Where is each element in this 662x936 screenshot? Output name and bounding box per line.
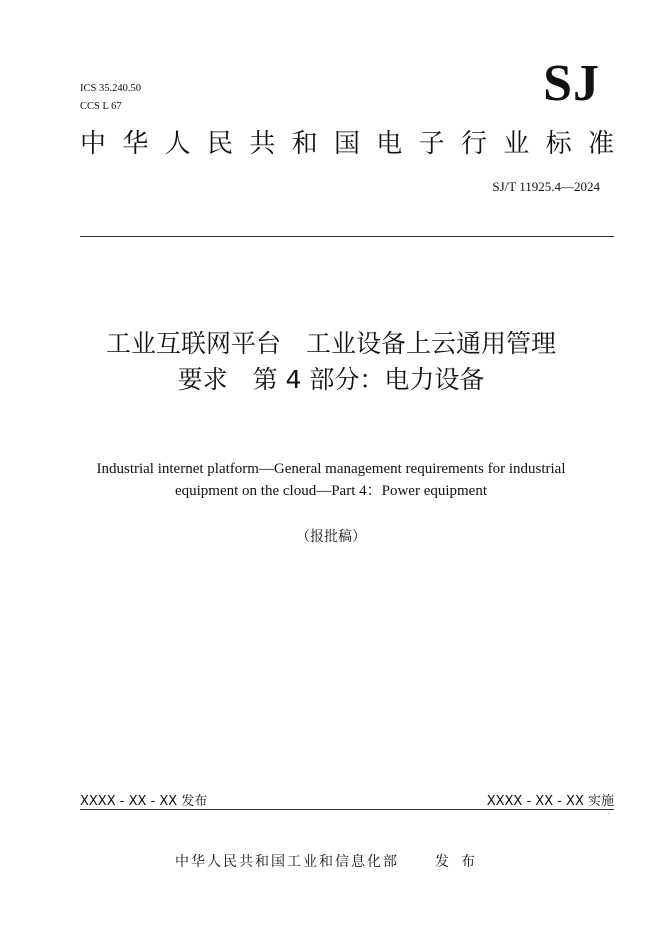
standard-type-char: 人 <box>164 129 191 159</box>
header-divider <box>80 236 614 237</box>
standard-type-char: 华 <box>122 129 149 159</box>
standard-type-char: 共 <box>249 129 276 159</box>
standard-number: SJ/T 11925.4—2024 <box>492 179 600 194</box>
ccs-code: CCS L 67 <box>80 101 122 112</box>
standard-type-title <box>80 126 614 162</box>
ics-code: ICS 35.240.50 <box>80 83 141 94</box>
sj-logo: SJ <box>543 55 600 112</box>
issue-label: 发布 <box>435 854 487 870</box>
release-date: XXXX - XX - XX 发布 <box>80 794 208 809</box>
standard-type-char: 民 <box>206 129 233 159</box>
effective-date: XXXX - XX - XX 实施 <box>486 794 614 809</box>
footer-divider <box>80 809 614 810</box>
chinese-title <box>40 326 622 398</box>
chinese-title-line-2: 要求 第 4 部分：电力设备 <box>177 365 485 394</box>
standard-type-char: 行 <box>460 129 487 159</box>
publisher-line <box>40 851 622 873</box>
standard-type-char: 业 <box>503 129 530 159</box>
standard-type-char: 准 <box>587 129 614 159</box>
chinese-title-line-1: 工业互联网平台 工业设备上云通用管理 <box>105 329 556 358</box>
standard-type-char: 国 <box>333 129 360 159</box>
publisher-name: 中华人民共和国工业和信息化部 <box>175 854 399 870</box>
draft-status: （报批稿） <box>296 529 366 545</box>
english-title-line-1: Industrial internet platform—General management requirements for industrial <box>96 461 566 477</box>
standard-type-char: 标 <box>545 129 572 159</box>
standard-type-char: 中 <box>80 129 107 159</box>
english-title-line-2: equipment on the cloud—Part 4：Power equipment <box>174 483 488 499</box>
english-title <box>40 458 622 502</box>
standard-type-char: 电 <box>376 129 403 159</box>
standard-type-char: 和 <box>291 129 318 159</box>
classification-codes <box>80 80 141 116</box>
standard-type-char: 子 <box>418 129 445 159</box>
